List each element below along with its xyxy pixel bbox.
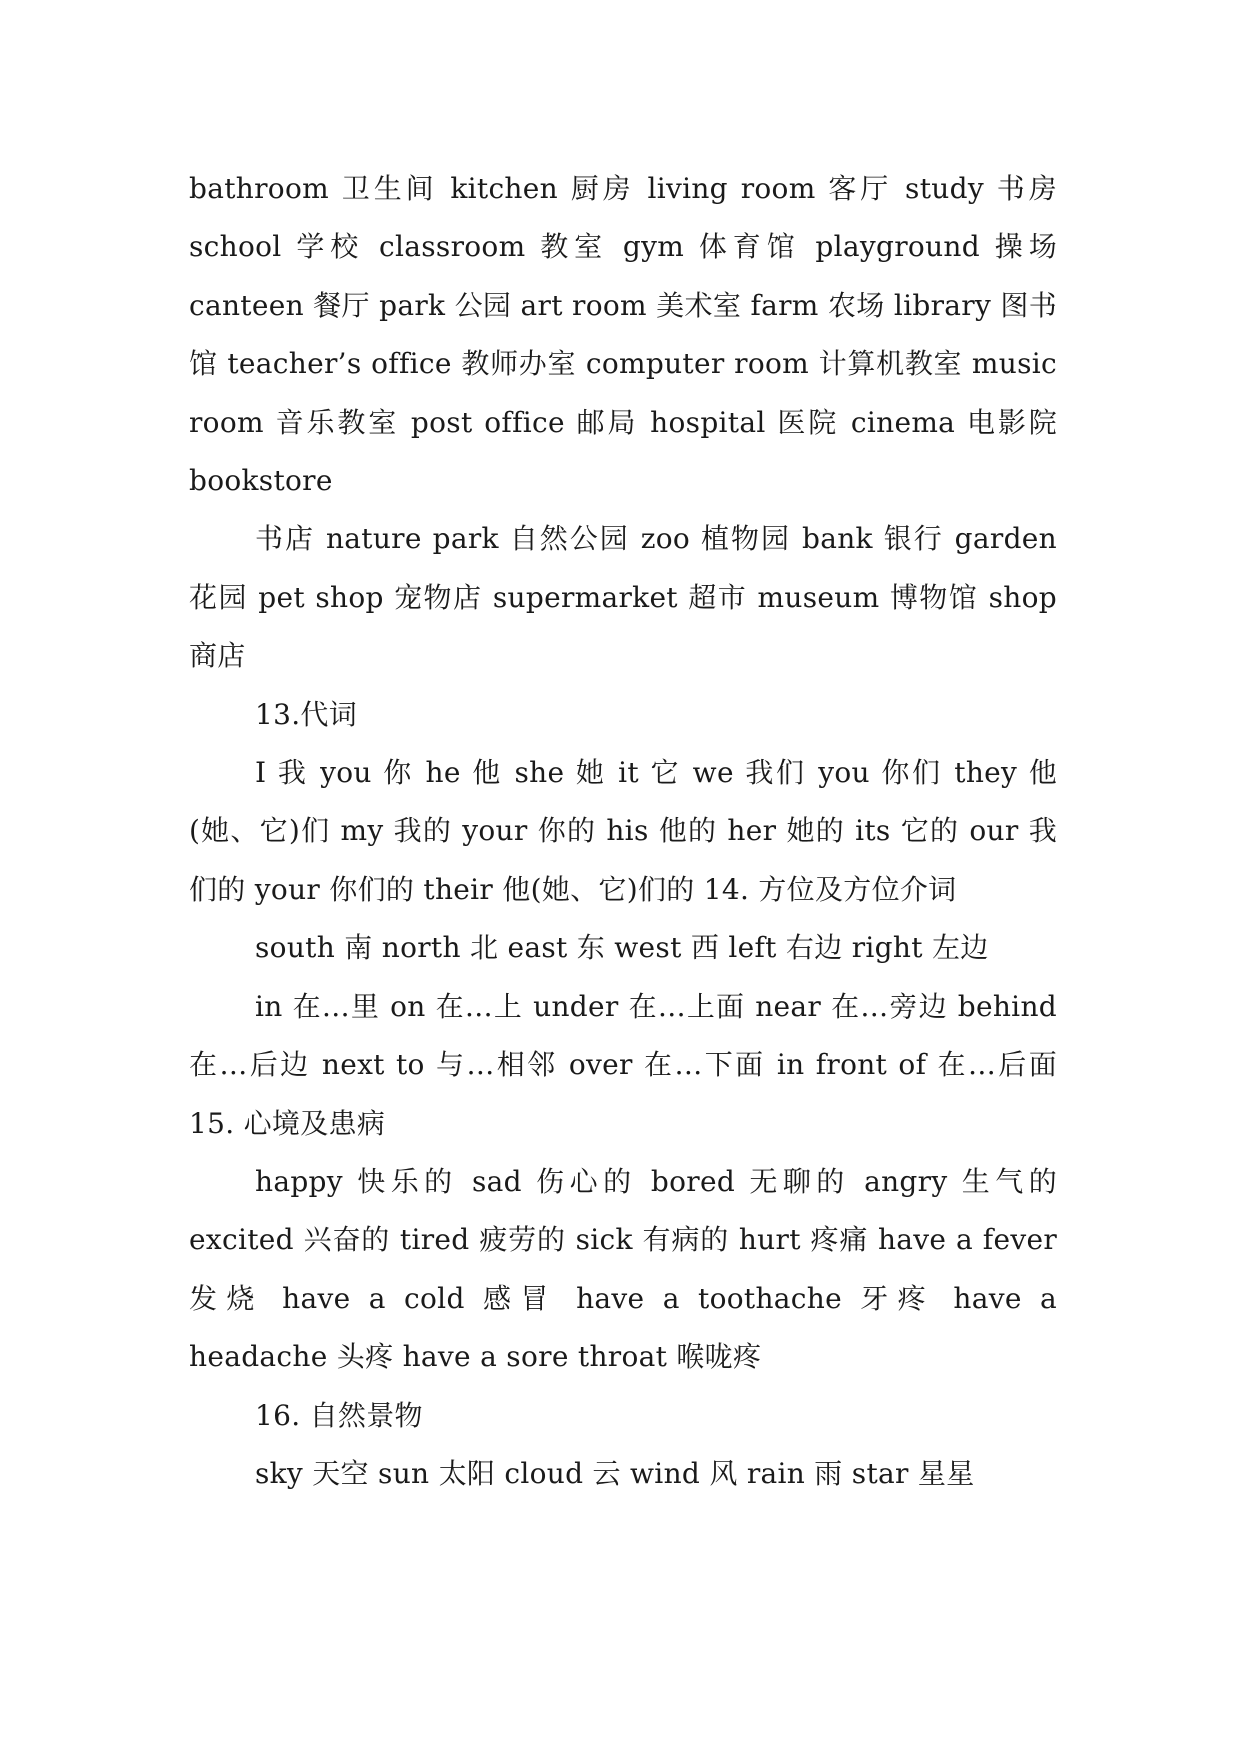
paragraph-nature: sky 天空 sun 太阳 cloud 云 wind 风 rain 雨 star 星星 (255, 1456, 975, 1490)
heading-pronouns: 13.代词 (255, 697, 358, 731)
paragraph-places-2: 书店 nature park 自然公园 zoo 植物园 bank 银行 garden 花园 pet shop 宠物店 supermarket 超市 museum 博物馆 shop 商店 (189, 522, 1057, 673)
paragraph-pronouns: I 我 you 你 he 他 she 她 it 它 we 我们 you 你们 they 他(她、它)们 my 我的 your 你的 his 他的 her 她的 its 它的 our 我们的 your 你们的 their 他(她、它)们的 14. 方位及方位介词 (189, 756, 1057, 906)
paragraph-directions: south 南 north 北 east 东 west 西 left 右边 right 左边 (255, 931, 989, 965)
paragraph-feelings: happy 快乐的 sad 伤心的 bored 无聊的 angry 生气的 excited 兴奋的 tired 疲劳的 sick 有病的 hurt 疼痛 have a fever 发烧 have a cold 感冒 have a toothache 牙疼 have a headache 头疼 have a sore throat 喉咙疼 (189, 1164, 1057, 1374)
heading-nature: 16. 自然景物 (255, 1398, 423, 1432)
document-page (189, 160, 1057, 1503)
paragraph-prepositions: in 在…里 on 在…上 under 在…上面 near 在…旁边 behind 在…后边 next to 与…相邻 over 在…下面 in front of 在…后面 15. 心境及患病 (189, 989, 1057, 1140)
paragraph-places-1: bathroom 卫生间 kitchen 厨房 living room 客厅 study 书房 school 学校 classroom 教室 gym 体育馆 playground 操场 canteen 餐厅 park 公园 art room 美术室 farm 农场 library 图书馆 teacher’s office 教师办室 computer room 计算机教室 music room 音乐教室 post office 邮局 hospital 医院 cinema 电影院 bookstore (189, 172, 1057, 498)
